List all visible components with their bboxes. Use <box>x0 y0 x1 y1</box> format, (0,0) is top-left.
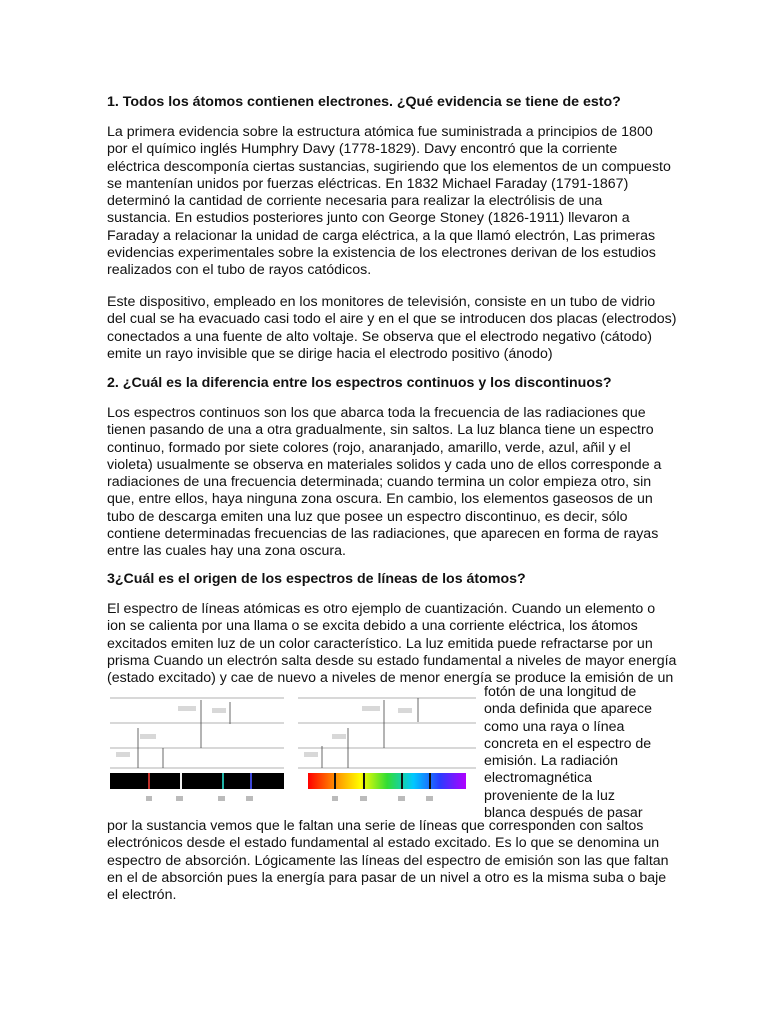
text-line: en el de absorción pues la energía para pasar de un nivel a otro es la misma suba o baje <box>107 869 667 886</box>
section-3-paragraph-1 <box>107 601 677 687</box>
section-1-paragraph-1 <box>107 124 671 280</box>
text-line: El espectro de líneas atómicas es otro ejemplo de cuantización. Cuando un elemento o <box>107 601 656 617</box>
level-label-mark <box>178 706 196 711</box>
text-line: La primera evidencia sobre la estructura atómica fue suministrada a principios de 1800 <box>107 124 653 140</box>
section-1-paragraph-2 <box>107 294 677 363</box>
text-line: que, entre ellos, haya ninguna zona oscura. En cambio, los elementos gaseosos de un <box>107 491 653 508</box>
emission-energy-diagram <box>110 698 284 801</box>
level-label-mark <box>116 752 130 757</box>
emission-spectrum-bar <box>110 773 284 789</box>
text-line: prisma Cuando un electrón salta desde su estado fundamental a niveles de mayor energía <box>107 652 677 669</box>
text-line: concreta en el espectro de <box>484 735 652 752</box>
figure-side-text <box>484 684 664 822</box>
text-line: electromagnética <box>484 770 593 787</box>
level-label-mark <box>140 734 156 739</box>
text-line: como una raya o línea <box>484 718 625 735</box>
text-line: onda definida que aparece <box>484 701 653 718</box>
text-line: entre las cuales hay una zona oscura. <box>107 543 346 560</box>
text-line: determinó la cantidad de corriente necesaria para realizar la electrólisis de una <box>107 193 603 210</box>
paragraph-lines <box>107 601 677 687</box>
text-line: ion se calienta por una llama o se excita debido a una corriente eléctrica, los átomos <box>107 618 638 635</box>
text-line: radiaciones de una frecuencia determinada; cuando termina un color empieza otro, sin <box>107 474 652 491</box>
text-line: el electrón. <box>107 887 177 904</box>
absorption-line <box>334 773 336 789</box>
paragraph-lines <box>107 294 677 363</box>
absorption-line <box>429 773 431 789</box>
paragraph-lines <box>107 405 662 561</box>
section-2-paragraph-1 <box>107 405 662 561</box>
frequency-label-mark <box>246 796 253 801</box>
text-line: se mantenían unidos por fuerzas eléctricas. En 1832 Michael Faraday (1791-1867) <box>107 175 629 192</box>
text-line: Los espectros continuos son los que abarca toda la frecuencia de las radiaciones que <box>107 405 646 421</box>
frequency-label-mark <box>176 796 183 801</box>
text-line: conectados a una fuente de alto voltaje. Se observa que el electrodo negativo (cátodo) <box>107 328 653 345</box>
text-line: proveniente de la luz <box>484 787 615 804</box>
absorption-line <box>401 773 403 789</box>
section-3-closing-text <box>107 818 667 904</box>
question-3-heading: 3¿Cuál es el origen de los espectros de líneas de los átomos? <box>107 571 526 587</box>
level-label-mark <box>212 708 226 713</box>
continuous-spectrum-bar <box>308 773 466 789</box>
absorption-energy-diagram <box>298 698 476 801</box>
text-line: tienen pasando de una a otra gradualmente, sin saltos. La luz blanca tiene un espectro <box>107 422 654 439</box>
emission-line <box>222 773 224 789</box>
text-line: emisión. La radiación <box>484 753 619 770</box>
text-line: Este dispositivo, empleado en los monitores de televisión, consiste en un tubo de vidrio <box>107 294 656 310</box>
text-line: Faraday a relacionar la unidad de carga eléctrica, a la que llamó electrón, Las primeras <box>107 227 656 244</box>
text-line: contiene determinadas frecuencias de las radiaciones, que aparecen en forma de rayas <box>107 526 659 543</box>
text-line: violeta) usualmente se observa en materiales solidos y cada uno de ellos corresponde a <box>107 456 662 473</box>
text-line: continuo, formado por siete colores (rojo, anaranjado, amarillo, verde, azul, añil y el <box>107 439 631 456</box>
paragraph-lines <box>107 124 671 280</box>
text-line: excitados emiten luz de un color característico. La luz emitida puede refractarse por un <box>107 635 653 652</box>
text-line: eléctrica descomponía ciertas sustancias, sugiriendo que los elementos de un compuesto <box>107 158 671 175</box>
text-line: espectro de absorción. Lógicamente las líneas del espectro de emisión son las que faltan <box>107 852 669 869</box>
emission-line <box>148 773 150 789</box>
text-line: tubo de descarga emiten una luz que posee un espectro discontinuo, es decir, sólo <box>107 508 628 525</box>
emission-line <box>250 773 252 789</box>
text-line: blanca después de pasar <box>484 805 643 822</box>
question-2-heading: 2. ¿Cuál es la diferencia entre los espectros continuos y los discontinuos? <box>107 375 612 391</box>
frequency-label-mark <box>360 796 367 801</box>
text-line: del cual se ha evacuado casi todo el aire y en el que se introducen dos placas (electrodos) <box>107 311 677 328</box>
text-line: (estado excitado) y cae de nuevo a niveles de menor energía se produce la emisión de un <box>107 670 674 687</box>
absorption-line <box>363 773 365 789</box>
text-line: por el químico inglés Humphry Davy (1778-1829). Davy encontró que la corriente <box>107 141 618 158</box>
frequency-label-mark <box>398 796 405 801</box>
energy-level-spectrum-figure <box>108 688 480 808</box>
level-label-mark <box>362 706 380 711</box>
text-line: realizados con el tubo de rayos catódicos. <box>107 262 372 279</box>
level-label-mark <box>398 708 412 713</box>
frequency-label-mark <box>146 796 152 801</box>
level-label-mark <box>304 752 318 757</box>
text-line: emite un rayo invisible que se dirige hacia el electrodo positivo (ánodo) <box>107 345 553 362</box>
frequency-label-mark <box>426 796 433 801</box>
text-line: fotón de una longitud de <box>484 684 637 700</box>
text-line: sustancia. En estudios posteriores junto con George Stoney (1826-1911) llevaron a <box>107 210 630 227</box>
frequency-label-mark <box>218 796 225 801</box>
frequency-label-mark <box>332 796 338 801</box>
text-line: evidencias experimentales sobre la existencia de los electrones derivan de los estudios <box>107 245 656 262</box>
level-label-mark <box>332 734 346 739</box>
question-1-heading: 1. Todos los átomos contienen electrones. ¿Qué evidencia se tiene de esto? <box>107 94 621 110</box>
text-line: electrónicos desde el estado fundamental al estado excitado. Es lo que se denomina un <box>107 835 660 852</box>
emission-line <box>180 773 182 789</box>
text-line: por la sustancia vemos que le faltan una serie de líneas que corresponden con saltos <box>107 818 644 834</box>
